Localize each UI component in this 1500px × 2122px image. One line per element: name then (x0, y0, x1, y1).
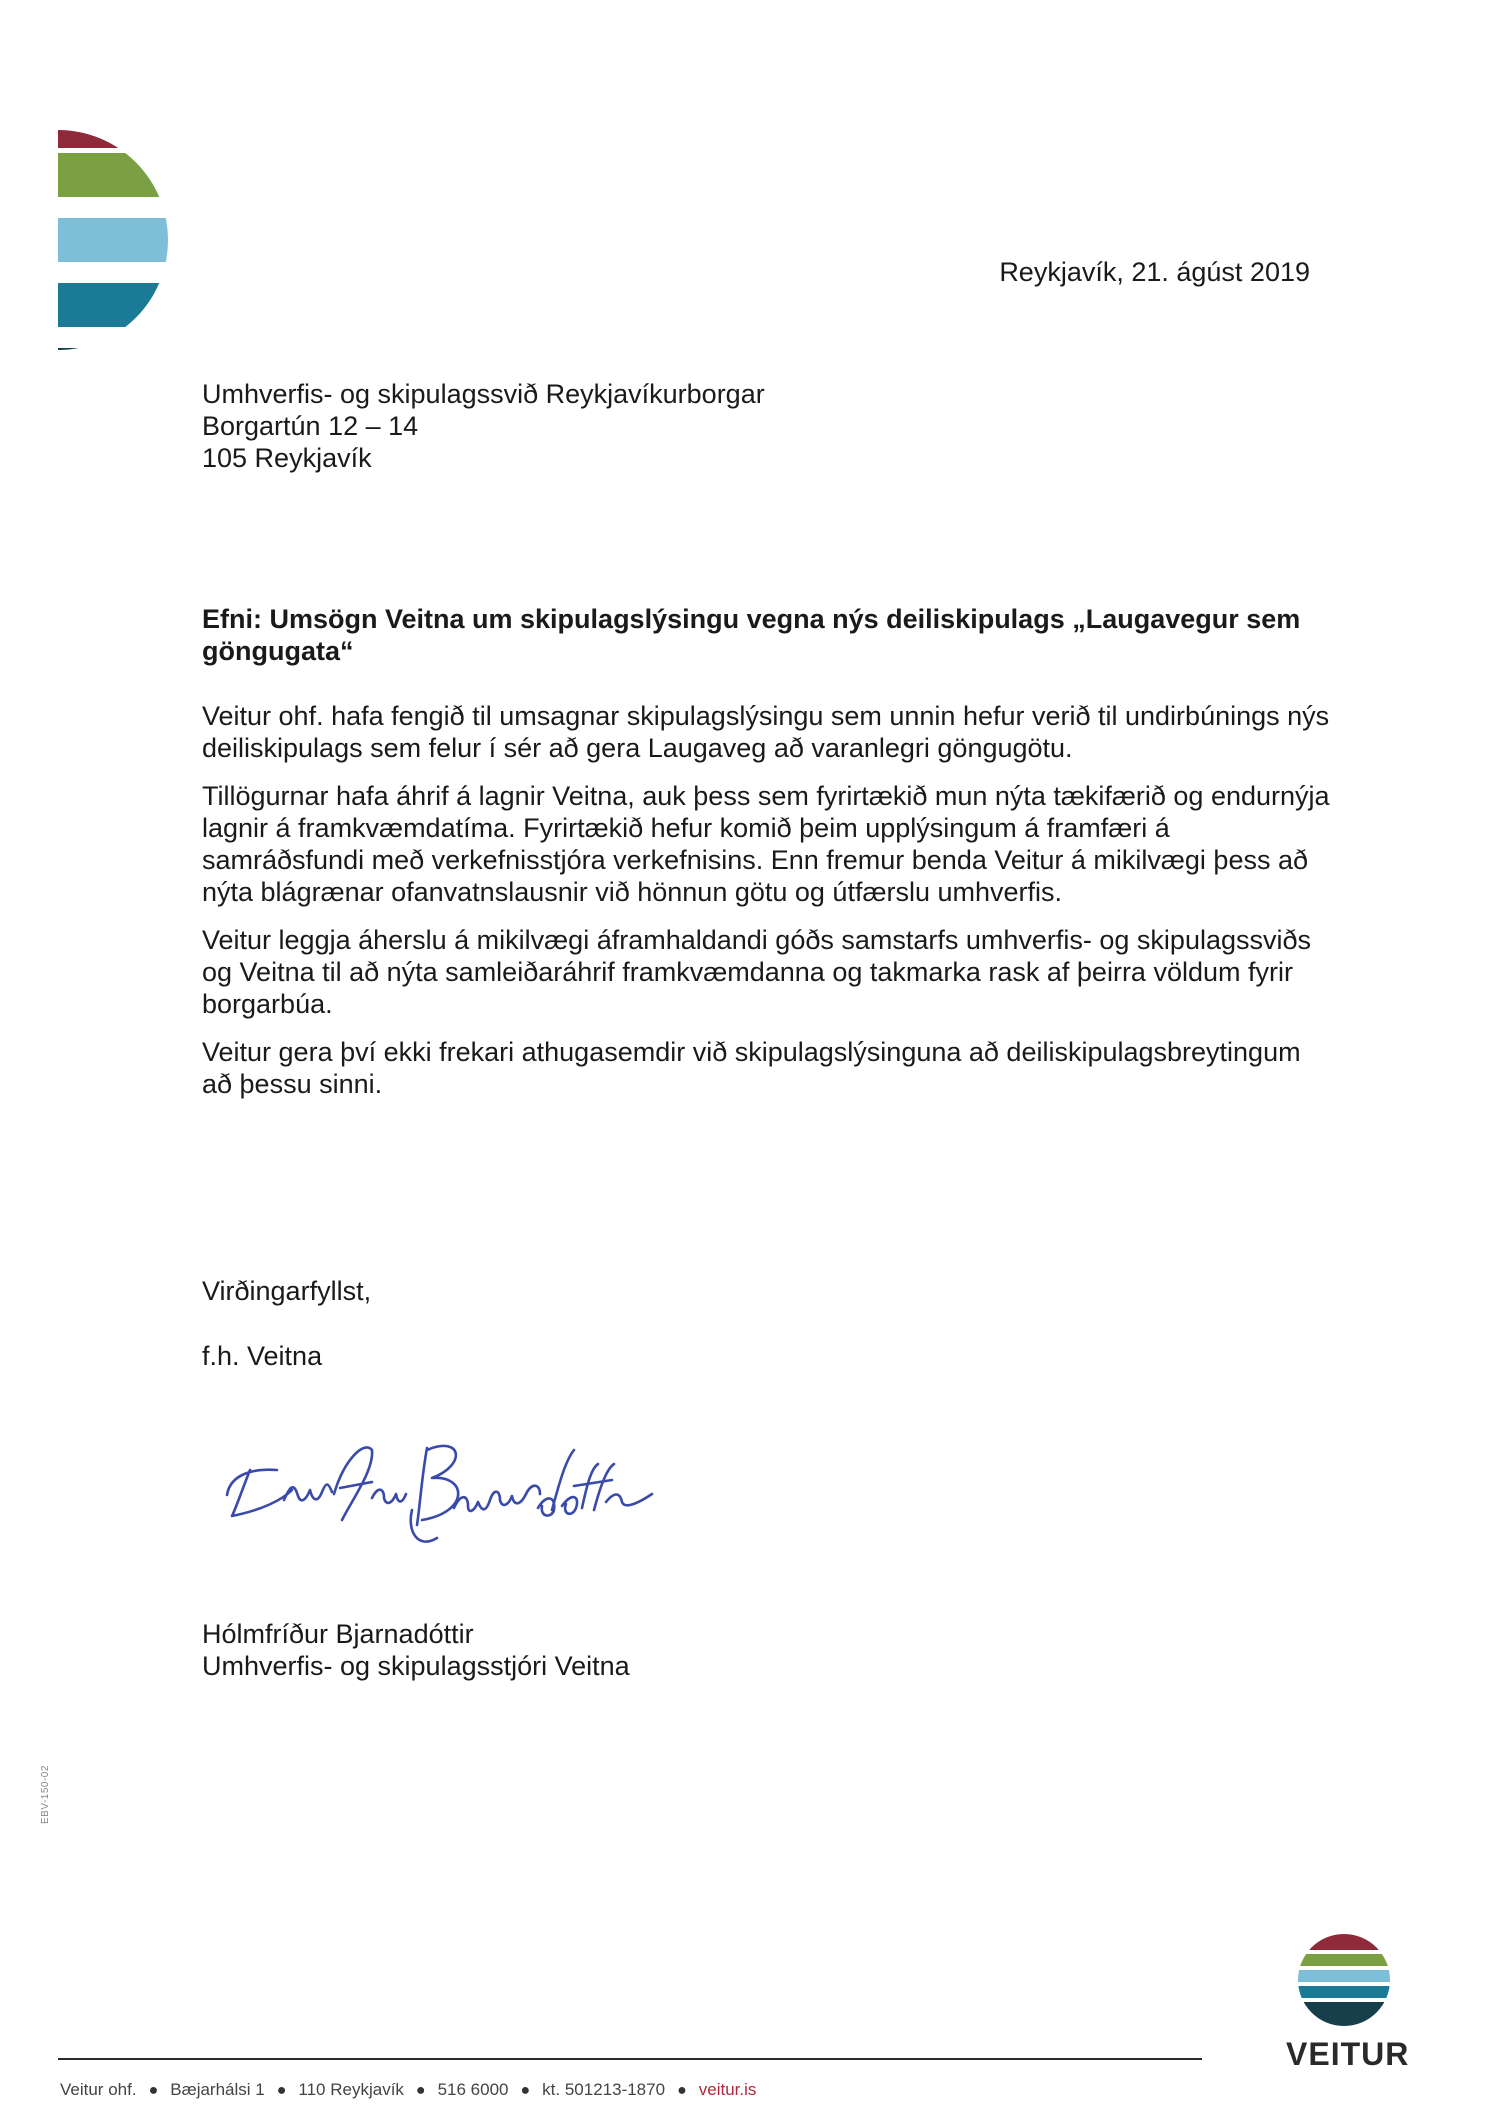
body-paragraph-1: Veitur ohf. hafa fengið til umsagnar skipulagslýsingu sem unnin hefur verið til undirbúnings nýs deiliskipulags sem felur í sér að gera Laugaveg að varanlegri göngugötu. (202, 701, 1330, 763)
body-paragraph-3: Veitur leggja áherslu á mikilvægi áframhaldandi góðs samstarfs umhverfis- og skipulagssviðs og Veitna til að nýta samleiðaráhrif framkvæmdanna og takmarka rask af þeirra völdum fyrir borgarbúa. (202, 925, 1312, 1019)
bullet-icon: ● (415, 2082, 426, 2099)
veitur-footer-logo (1296, 1932, 1392, 2028)
bullet-icon: ● (520, 2082, 531, 2099)
footer-divider (58, 2058, 1202, 2060)
body-paragraph-4: Veitur gera því ekki frekari athugasemdir við skipulagslýsinguna að deiliskipulagsbreytingum að þessu sinni. (202, 1037, 1301, 1099)
signer-block (202, 1618, 630, 1682)
footer-phone: 516 6000 (437, 2080, 509, 2099)
closing-greeting: Virðingarfyllst, (202, 1276, 372, 1306)
document-code (38, 1762, 54, 1822)
bullet-icon: ● (276, 2082, 287, 2099)
body-paragraph-2: Tillögurnar hafa áhrif á lagnir Veitna, auk þess sem fyrirtækið mun nýta tækifærið og endurnýja lagnir á framkvæmdatíma. Fyrirtækið hefur komið þeim upplýsingum á framfæri á samráðsfundi með verkefnisstjóra verkefnisins. Enn fremur benda Veitur á mikilvægi þess að nýta blágrænar ofanvatnslausnir við hönnun götu og útfærslu umhverfis. (202, 781, 1330, 907)
bullet-icon: ● (677, 2082, 687, 2099)
veitur-header-logo (0, 80, 180, 400)
handwritten-signature (222, 1420, 662, 1550)
footer-city: 110 Reykjavík (298, 2080, 404, 2099)
signer-title: Umhverfis- og skipulagsstjóri Veitna (202, 1651, 630, 1681)
letter-body (202, 700, 1332, 1116)
document-code-text: EBV-150-02 (40, 1765, 51, 1824)
footer-kt: kt. 501213-1870 (542, 2080, 666, 2099)
footer-website-link[interactable]: veitur.is (698, 2080, 757, 2099)
on-behalf-of: f.h. Veitna (202, 1341, 323, 1371)
letter-subject: Efni: Umsögn Veitna um skipulagslýsingu vegna nýs deiliskipulags „Laugavegur sem göngugata“ (202, 604, 1301, 666)
recipient-line-3: 105 Reykjavík (202, 443, 372, 473)
signer-name: Hólmfríður Bjarnadóttir (202, 1619, 474, 1649)
recipient-address (202, 378, 765, 474)
footer-company: Veitur ohf. (60, 2080, 137, 2099)
footer-street: Bæjarhálsi 1 (170, 2080, 265, 2099)
recipient-line-1: Umhverfis- og skipulagssvið Reykjavíkurborgar (202, 379, 765, 409)
bullet-icon: ● (148, 2082, 159, 2099)
recipient-line-2: Borgartún 12 – 14 (202, 411, 419, 441)
letter-date: Reykjavík, 21. ágúst 2019 (999, 257, 1310, 287)
footer-brand-wordmark: VEITUR (1286, 2036, 1410, 2072)
footer-contact (60, 2080, 756, 2100)
